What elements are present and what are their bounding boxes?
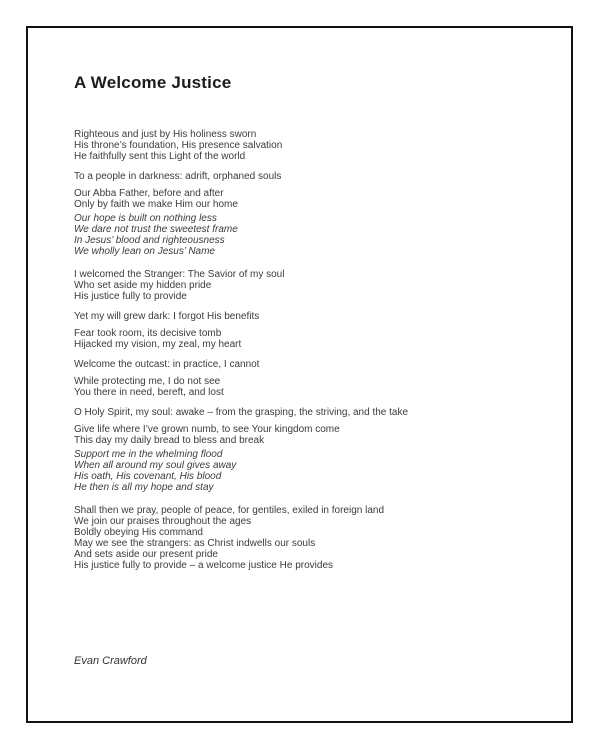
poem-stanza: Our Abba Father, before and after Only by faith we make Him our home xyxy=(74,188,238,210)
poem-stanza: Fear took room, its decisive tomb Hijacked my vision, my zeal, my heart xyxy=(74,328,242,350)
poem-body xyxy=(74,129,543,571)
poem-stanza: Give life where I’ve grown numb, to see Your kingdom come This day my daily bread to bless and break xyxy=(74,424,340,446)
document-page xyxy=(26,26,573,723)
poem-stanza: Yet my will grew dark: I forgot His benefits xyxy=(74,311,260,322)
poem-stanza: To a people in darkness: adrift, orphaned souls xyxy=(74,171,282,182)
poem-stanza: Shall then we pray, people of peace, for gentiles, exiled in foreign land We join our praises throughout the ages Boldly obeying His command May we see the strangers: as Christ indwells our souls And sets aside our present pride His justice fully to provide – a welcome justice He provides xyxy=(74,505,385,571)
poem-stanza: I welcomed the Stranger: The Savior of my soul Who set aside my hidden pride His justice fully to provide xyxy=(74,269,285,302)
poem-stanza: Support me in the whelming flood When all around my soul gives away His oath, His covenant, His blood He then is all my hope and stay xyxy=(74,449,237,493)
poem-author: Evan Crawford xyxy=(74,655,147,667)
poem-stanza: Our hope is built on nothing less We dare not trust the sweetest frame In Jesus’ blood and righteousness We wholly lean on Jesus’ Name xyxy=(74,213,238,257)
poem-title: A Welcome Justice xyxy=(74,73,232,92)
poem-stanza: Righteous and just by His holiness sworn His throne’s foundation, His presence salvation He faithfully sent this Light of the world xyxy=(74,129,283,162)
poem-stanza: While protecting me, I do not see You there in need, bereft, and lost xyxy=(74,376,224,398)
poem-stanza: O Holy Spirit, my soul: awake – from the grasping, the striving, and the take xyxy=(74,407,409,418)
poem-stanza: Welcome the outcast: in practice, I cannot xyxy=(74,359,260,370)
